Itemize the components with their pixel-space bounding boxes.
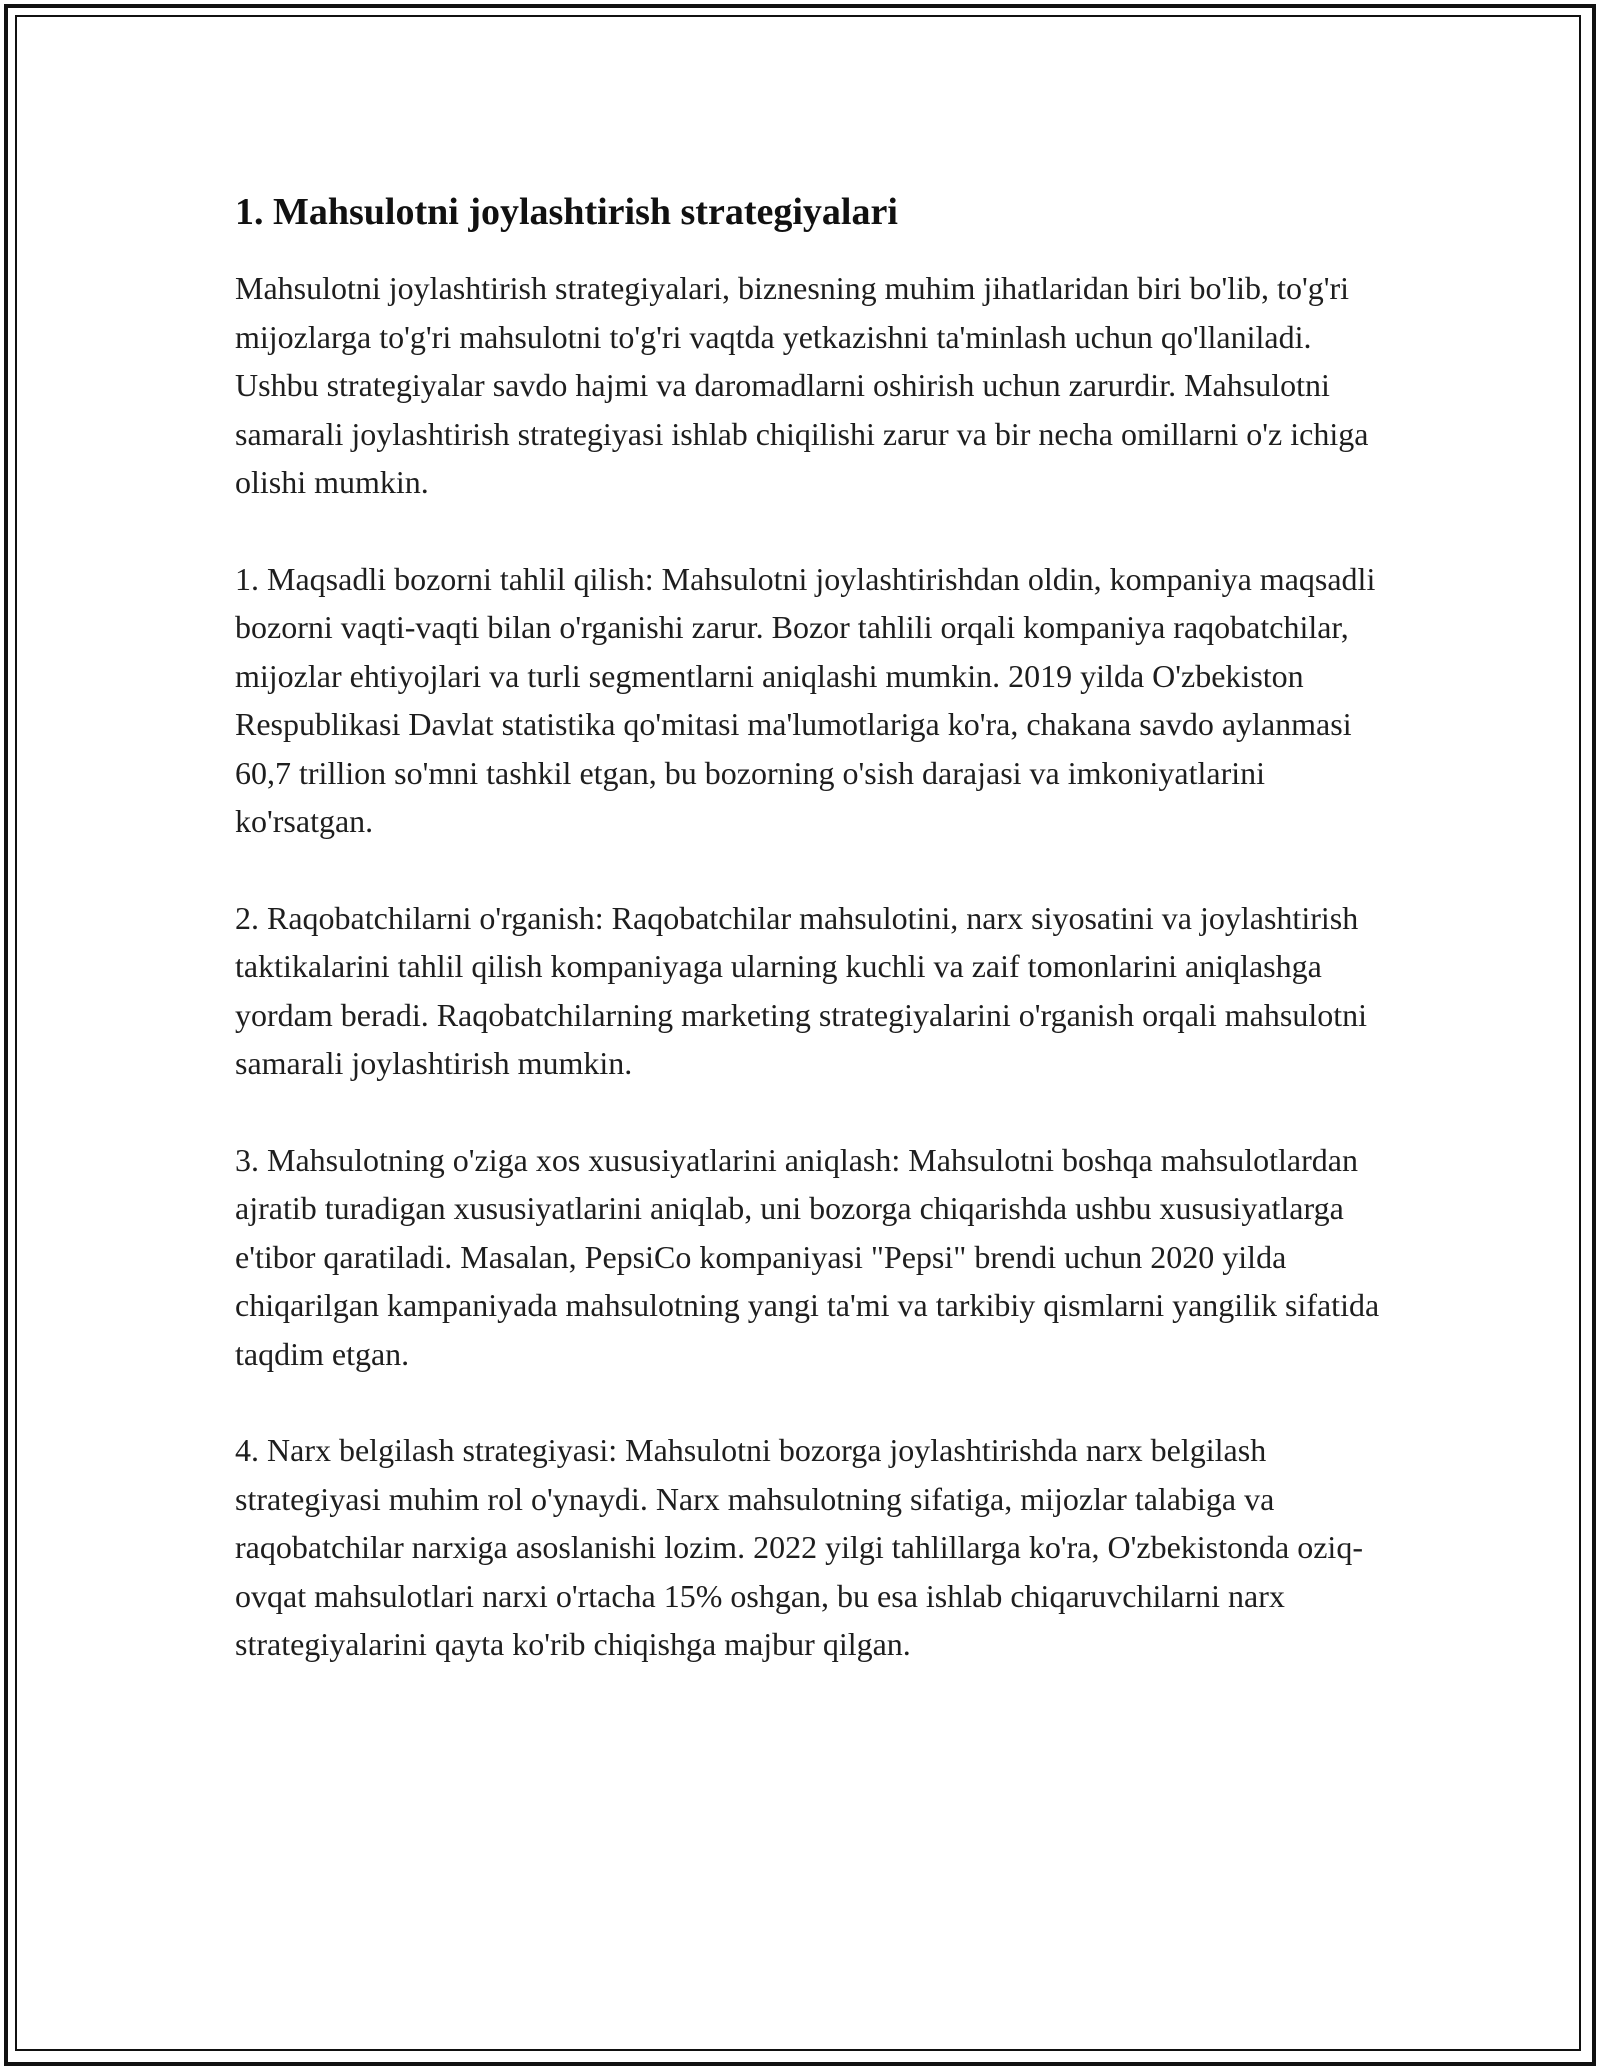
document-body [235, 186, 1385, 1717]
paragraph-target-market: 1. Maqsadli bozorni tahlil qilish: Mahsulotni joylashtirishdan oldin, kompaniya maqsadli bozorni vaqti-vaqti bilan o'rganishi zarur. Bozor tahlili orqali kompaniya raqobatchilar, mijozlar ehtiyojlari va turli segmentlarni aniqlashi mumkin. 2019 yilda O'zbekiston Respublikasi Davlat statistika qo'mitasi ma'lumotlariga ko'ra, chakana savdo aylanmasi 60,7 trillion so'mni tashkil etgan, bu bozorning o'sish darajasi va imkoniyatlarini ko'rsatgan. [235, 560, 1376, 839]
section-heading: 1. Mahsulotni joylashtirish strategiyalari [235, 191, 898, 233]
paragraph-competitors: 2. Raqobatchilarni o'rganish: Raqobatchilar mahsulotini, narx siyosatini va joylashtirish taktikalarini tahlil qilish kompaniyaga ularning kuchli va zaif tomonlarini aniqlashga yordam beradi. Raqobatchilarning marketing strategiyalarini o'rganish orqali mahsulotni samarali joylashtirish mumkin. [235, 899, 1367, 1081]
paragraph-product-features: 3. Mahsulotning o'ziga xos xususiyatlarini aniqlash: Mahsulotni boshqa mahsulotlardan ajratib turadigan xususiyatlarini aniqlab, uni bozorga chiqarishda ushbu xususiyatlarga e'tibor qaratiladi. Masalan, PepsiCo kompaniyasi "Pepsi" brendi uchun 2020 yilda chiqarilgan kampaniyada mahsulotning yangi ta'mi va tarkibiy qismlarni yangilik sifatida taqdim etgan. [235, 1141, 1380, 1372]
paragraph-pricing-strategy: 4. Narx belgilash strategiyasi: Mahsulotni bozorga joylashtirishda narx belgilash strategiyasi muhim rol o'ynaydi. Narx mahsulotning sifatiga, mijozlar talabiga va raqobatchilar narxiga asoslanishi lozim. 2022 yilgi tahlillarga ko'ra, O'zbekistonda oziq-ovqat mahsulotlari narxi o'rtacha 15% oshgan, bu esa ishlab chiqaruvchilarni narx strategiyalarini qayta ko'rib chiqishga majbur qilgan. [235, 1432, 1363, 1662]
intro-paragraph: Mahsulotni joylashtirish strategiyalari, biznesning muhim jihatlaridan biri bo'lib, to'g'ri mijozlarga to'g'ri mahsulotni to'g'ri vaqtda yetkazishni ta'minlash uchun qo'llaniladi. Ushbu strategiyalar savdo hajmi va daromadlarni oshirish uchun zarurdir. Mahsulotni samarali joylashtirish strategiyasi ishlab chiqilishi zarur va bir necha omillarni o'z ichiga olishi mumkin. [235, 270, 1369, 500]
